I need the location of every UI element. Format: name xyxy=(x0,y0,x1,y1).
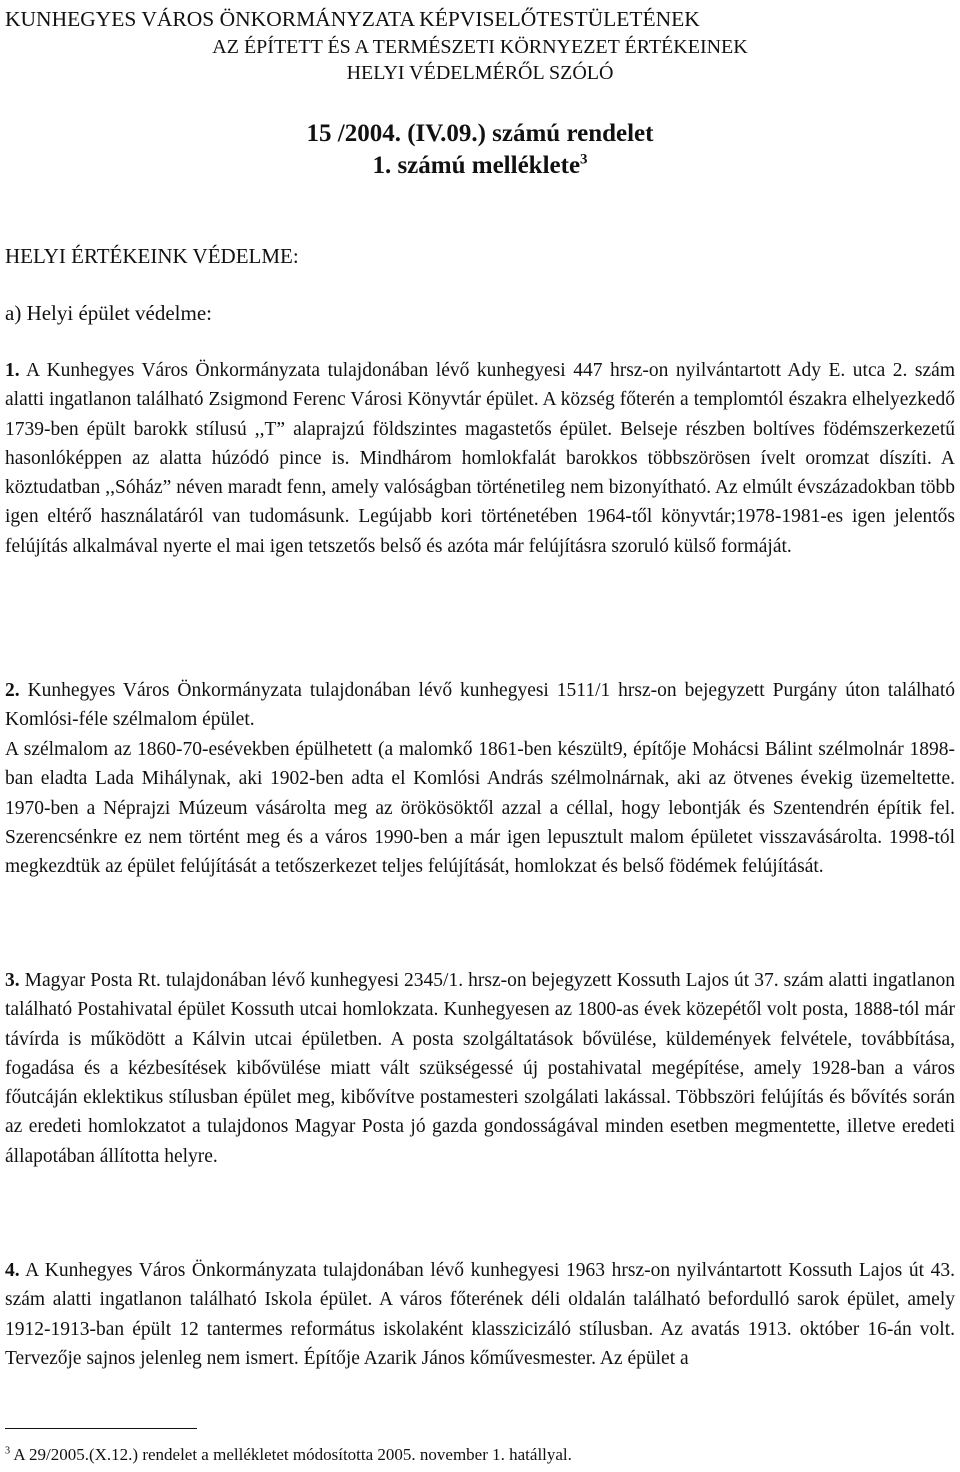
item-2-text: Kunhegyes Város Önkormányzata tulajdonában lévő kunhegyesi 1511/1 hrsz-on bejegyzett Purgány úton található Komlósi-féle szélmalom épület. xyxy=(5,680,955,731)
item-2-number: 2. xyxy=(5,680,20,701)
section-heading: HELYI ÉRTÉKEINK VÉDELME: xyxy=(5,244,299,268)
title-line-1: KUNHEGYES VÁROS ÖNKORMÁNYZATA KÉPVISELŐTESTÜLETÉNEK xyxy=(5,7,700,31)
item-1-text: A Kunhegyes Város Önkormányzata tulajdonában lévő kunhegyesi 447 hrsz-on nyilvántartott Ady E. utca 2. szám alatti ingatlanon található Zsigmond Ferenc Városi Könyvtár épület. A község főterén a templomtól északra elhelyezkedő 1739-ben épült barokk stílusú ,,T” alaprajzú földszintes magastetős épület. Belseje részben boltíves födémszerkezetű hasonlóképpen az alatta húzódó pince is. Mindhárom homlokfalát barokkos többszörösen ívelt oromzat díszíti. A köztudatban ,,Sóház” néven maradt fenn, amely valóságban történetileg nem bizonyítható. Az elmúlt évszázadokban több igen eltérő használatáról van tudomásunk. Legújabb kori történetében 1964-től könyvtár;1978-1981-es igen jelentős felújítás alkalmával nyerte el mai igen tetszetős belső és azóta már felújításra szoruló külső formáját. xyxy=(5,360,955,557)
item-2 xyxy=(5,676,955,735)
footnote-divider xyxy=(5,1428,197,1429)
item-4 xyxy=(5,1256,955,1373)
item-3-text: Magyar Posta Rt. tulajdonában lévő kunhegyesi 2345/1. hrsz-on bejegyzett Kossuth Lajos út 37. szám alatti ingatlanon található Postahivatal épület Kossuth utcai homlokzata. Kunhegyesen az 1800-as évek közepétől volt posta, 1888-tól már távírda is működött a Kálvin utcai épületben. A posta szolgáltatások bővülése, küldemények felvétele, továbbítása, fogadása és a kézbesítések kibővülése miatt vált szükségessé új postahivatal megépítése, amely 1928-ban a város főutcáján eklektikus stílusban épület meg, kibővítve postamesteri szolgálati lakással. Többszöri felújítás és bővítés során az eredeti homlokzatot a tulajdonos Magyar Posta jó gazda gondosságával minden esetben megmentette, illetve eredeti állapotában állította helyre. xyxy=(5,970,955,1167)
item-1-number: 1. xyxy=(5,360,20,381)
document-title xyxy=(5,4,955,86)
annex-title xyxy=(0,150,960,182)
decree-number: 15 /2004. (IV.09.) számú rendelet xyxy=(306,120,654,147)
annex-footnote-ref: 3 xyxy=(580,151,588,168)
footnote-marker: 3 xyxy=(5,1445,11,1457)
title-line-3: HELYI VÉDELMÉRŐL SZÓLÓ xyxy=(346,62,614,84)
subsection-heading: a) Helyi épület védelme: xyxy=(5,301,212,325)
footnote xyxy=(5,1444,572,1466)
item-4-text: A Kunhegyes Város Önkormányzata tulajdonában lévő kunhegyesi 1963 hrsz-on nyilvántartott Kossuth Lajos út 43. szám alatti ingatlanon található Iskola épület. A város főterének déli oldalán található befordulló sarok épület, amely 1912-1913-ban épült 12 tantermes református iskolaként klasszicizáló stílusban. Az avatás 1913. október 16-án volt. Tervezője sajnos jelenleg nem ismert. Építője Azarik János kőművesmester. Az épület a xyxy=(5,1260,955,1369)
item-2-continuation: A szélmalom az 1860-70-esévekben épülhetett (a malomkő 1861-ben készült9, építője Mohácsi Bálint szélmolnár 1898-ban eladta Lada Mihálynak, aki 1902-ben adta el Komlósi András szélmolnárnak, aki az ötvenes évekig üzemeltette. 1970-ben a Néprajzi Múzeum vásárolta meg az örökösöktől azzal a céllal, hogy lebontják és Szentendrén építik fel. Szerencsénkre ez nem történt meg és a város 1990-ben a már igen lepusztult malom épületet visszavásárolta. 1998-tól megkezdtük az épület felújítását a tetőszerkezet teljes felújítását, homlokzat és belső födémek felújítását. xyxy=(5,739,955,878)
item-3-number: 3. xyxy=(5,970,20,991)
footnote-text: A 29/2005.(X.12.) rendelet a mellékletet módosította 2005. november 1. hatállyal. xyxy=(10,1445,572,1464)
item-4-number: 4. xyxy=(5,1260,20,1281)
item-1 xyxy=(5,356,955,561)
item-3 xyxy=(5,966,955,1171)
annex-label: 1. számú melléklete xyxy=(372,152,581,179)
title-line-2: AZ ÉPÍTETT ÉS A TERMÉSZETI KÖRNYEZET ÉRTÉKEINEK xyxy=(212,36,748,58)
